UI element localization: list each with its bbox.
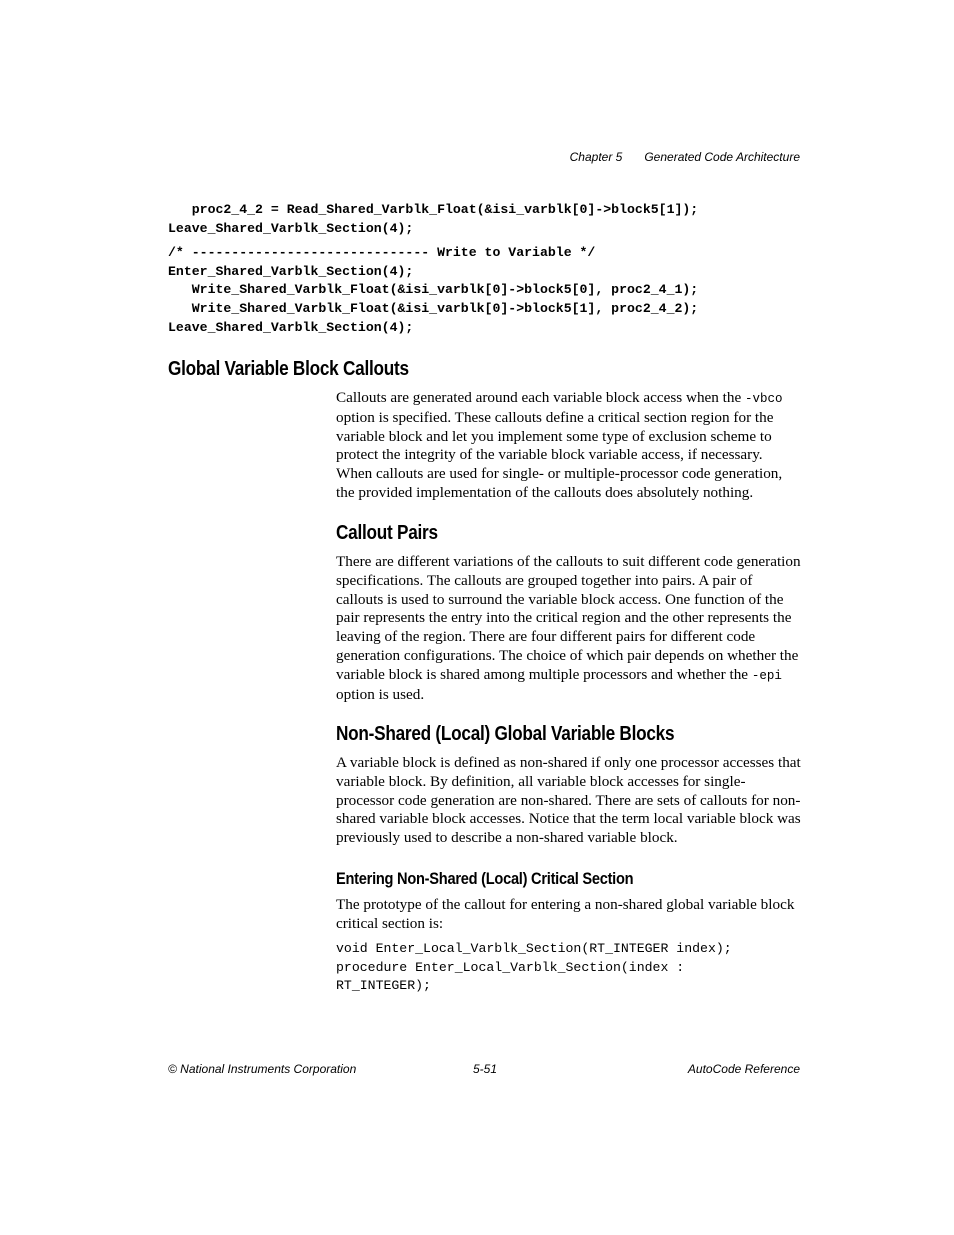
header-chapter: Chapter 5	[569, 150, 623, 164]
code-block-read-leave	[168, 201, 698, 238]
paragraph-entering-local: The prototype of the callout for entering a non-shared global variable block critical section is:	[336, 896, 795, 932]
code-line: procedure Enter_Local_Varblk_Section(index :	[336, 959, 685, 975]
heading-callout-pairs: Callout Pairs	[336, 522, 438, 544]
paragraph-non-shared: A variable block is defined as non-shared if only one processor accesses that variable block. By definition, all variable block accesses for single-processor code generation are non-shared. There are sets of callouts for non-shared variable block accesses. Notice that the term local variable block was previously used to describe a non-shared variable block.	[336, 754, 801, 847]
footer-book-title: AutoCode Reference	[687, 1062, 800, 1076]
code-line: /* ------------------------------ Write to Variable */	[168, 245, 596, 260]
footer-page-number: 5-51	[473, 1062, 498, 1076]
option-epi: -epi	[751, 668, 782, 683]
header-section-title: Generated Code Architecture	[644, 150, 800, 164]
code-line: proc2_4_2 = Read_Shared_Varblk_Float(&isi_varblk[0]->block5[1]);	[168, 202, 699, 217]
heading-entering-local-critical-section: Entering Non-Shared (Local) Critical Section	[336, 869, 634, 888]
paragraph-callout-pairs: There are different variations of the callouts to suit different code generation specifications. The callouts are grouped together into pairs. A pair of callouts is used to surround the variable block access. One function of the pair represents the entry into the critical region and the other represents the leaving of the region. There are four different pairs for different code generation configurations. The choice of which pair depends on whether the variable block is shared among multiple processors and whether the -epi option is used.	[336, 553, 801, 703]
paragraph-global-callouts: Callouts are generated around each variable block access when the -vbco option is specified. These callouts define a critical section region for the variable block and let you implement some type of exclusion scheme to protect the integrity of the variable block variable access, if necessary. When callouts are used for single- or multiple-processor code generation, the provided implementation of the callouts does absolutely nothing.	[336, 389, 783, 501]
code-block-write	[168, 244, 698, 338]
code-line: Enter_Shared_Varblk_Section(4);	[168, 263, 414, 279]
option-vbco: -vbco	[745, 392, 783, 406]
heading-non-shared-global-variable-blocks: Non-Shared (Local) Global Variable Blocks	[336, 723, 675, 745]
footer-copyright: © National Instruments Corporation	[168, 1062, 357, 1076]
code-line: Write_Shared_Varblk_Float(&isi_varblk[0]->block5[1], proc2_4_2);	[168, 301, 699, 317]
code-block-enter-local-prototype	[336, 940, 732, 996]
running-header	[570, 150, 800, 164]
code-line: RT_INTEGER);	[336, 978, 431, 994]
code-line: Leave_Shared_Varblk_Section(4);	[168, 220, 414, 236]
code-line: Leave_Shared_Varblk_Section(4);	[168, 319, 414, 335]
code-line: Write_Shared_Varblk_Float(&isi_varblk[0]->block5[0], proc2_4_1);	[168, 282, 699, 298]
code-line: void Enter_Local_Varblk_Section(RT_INTEGER index);	[336, 941, 732, 956]
heading-global-variable-block-callouts: Global Variable Block Callouts	[168, 358, 409, 380]
